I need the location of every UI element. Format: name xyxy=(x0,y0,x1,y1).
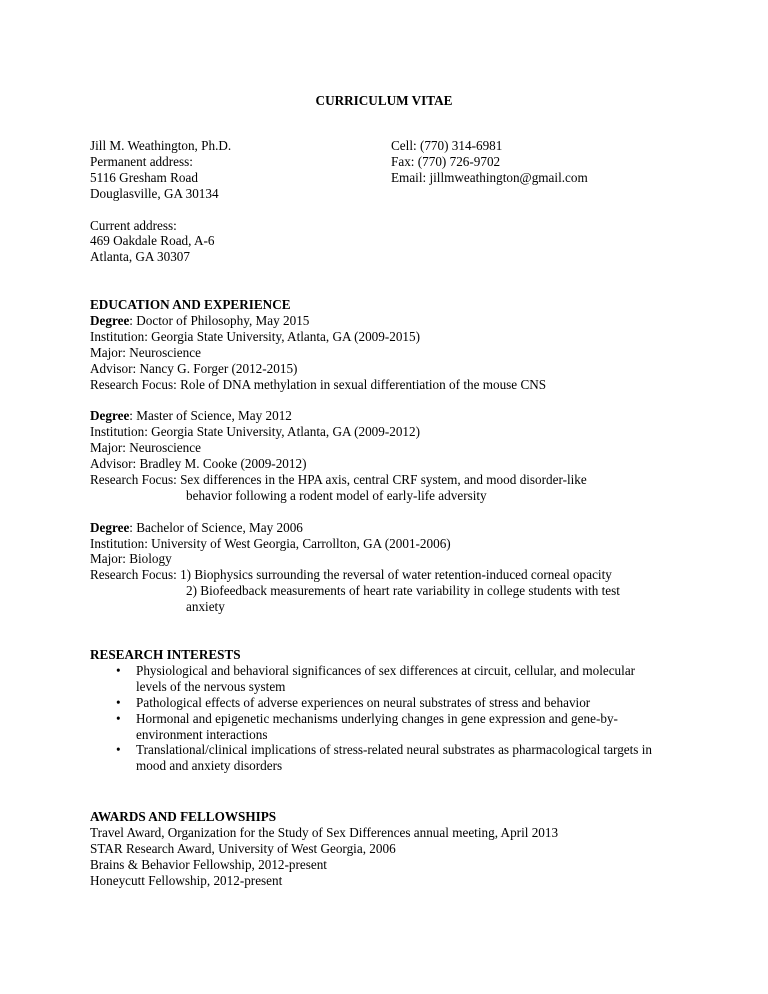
degree-research-focus: Research Focus: Role of DNA methylation in sexual differentiation of the mouse CNS xyxy=(90,376,547,392)
cell-phone: Cell: (770) 314-6981 xyxy=(391,138,503,153)
permanent-street: 5116 Gresham Road xyxy=(90,169,198,185)
degree-entry-phd xyxy=(90,313,690,393)
degree-institution: Institution: Georgia State University, Atlanta, GA (2009-2012) xyxy=(90,424,421,440)
list-item-text: environment interactions xyxy=(136,726,268,742)
permanent-city: Douglasville, GA 30134 xyxy=(90,185,219,201)
degree-research-focus-cont: 2) Biofeedback measurements of heart rate variability in college students with test xyxy=(186,583,620,599)
degree-title: : Doctor of Philosophy, May 2015 xyxy=(129,312,310,328)
degree-advisor: Advisor: Bradley M. Cooke (2009-2012) xyxy=(90,456,307,472)
degree-entry-ms xyxy=(90,408,690,503)
degree-entry-bs xyxy=(90,520,690,615)
degree-research-focus: Research Focus: 1) Biophysics surrounding the reversal of water retention-induced corneal opacity xyxy=(90,567,612,583)
list-item xyxy=(90,695,690,711)
list-item xyxy=(90,663,690,695)
list-item: STAR Research Award, University of West Georgia, 2006 xyxy=(90,840,396,856)
research-interests-list xyxy=(90,663,690,774)
degree-label: Degree xyxy=(90,312,130,328)
degree-major: Major: Neuroscience xyxy=(90,344,201,360)
list-item: Honeycutt Fellowship, 2012-present xyxy=(90,872,283,888)
email-address: Email: jillmweathington@gmail.com xyxy=(391,169,588,185)
degree-research-focus-cont: anxiety xyxy=(186,599,225,615)
degree-advisor: Advisor: Nancy G. Forger (2012-2015) xyxy=(90,360,298,376)
degree-research-focus: Research Focus: Sex differences in the HPA axis, central CRF system, and mood disorder-like xyxy=(90,471,587,487)
awards-heading: AWARDS AND FELLOWSHIPS xyxy=(90,809,277,824)
list-item-text: • Pathological effects of adverse experiences on neural substrates of stress and behavior xyxy=(136,694,591,710)
permanent-address-label: Permanent address: xyxy=(90,153,193,169)
document-title: CURRICULUM VITAE xyxy=(315,93,453,108)
research-interests-heading: RESEARCH INTERESTS xyxy=(90,647,241,662)
degree-label: Degree xyxy=(90,408,130,424)
degree-institution: Institution: University of West Georgia, Carrollton, GA (2001-2006) xyxy=(90,535,451,551)
current-address-label: Current address: xyxy=(90,217,177,233)
applicant-name: Jill M. Weathington, Ph.D. xyxy=(90,138,232,153)
education-section xyxy=(90,297,690,615)
list-item: Brains & Behavior Fellowship, 2012-present xyxy=(90,856,327,872)
list-item-text: • Physiological and behavioral significances of sex differences at circuit, cellular, and molecular xyxy=(136,662,636,678)
list-item: Travel Award, Organization for the Study of Sex Differences annual meeting, April 2013 xyxy=(90,824,559,840)
contact-block xyxy=(391,138,588,186)
research-interests-section xyxy=(90,647,690,774)
address-block xyxy=(90,138,690,265)
degree-major: Major: Neuroscience xyxy=(90,440,201,456)
list-item xyxy=(90,711,690,743)
degree-institution: Institution: Georgia State University, Atlanta, GA (2009-2015) xyxy=(90,328,421,344)
degree-title: : Master of Science, May 2012 xyxy=(129,408,292,424)
degree-major: Major: Biology xyxy=(90,551,172,567)
degree-research-focus-cont: behavior following a rodent model of early-life adversity xyxy=(186,487,487,503)
current-city: Atlanta, GA 30307 xyxy=(90,249,190,265)
list-item-text: mood and anxiety disorders xyxy=(136,758,283,774)
list-item-text: levels of the nervous system xyxy=(136,678,286,694)
fax-number: Fax: (770) 726-9702 xyxy=(391,153,501,169)
education-heading: EDUCATION AND EXPERIENCE xyxy=(90,297,291,312)
degree-label: Degree xyxy=(90,519,130,535)
list-item-text: • Translational/clinical implications of stress-related neural substrates as pharmacological targets in xyxy=(136,742,652,758)
awards-section xyxy=(90,809,690,889)
current-street: 469 Oakdale Road, A-6 xyxy=(90,233,215,249)
list-item-text: • Hormonal and epigenetic mechanisms underlying changes in gene expression and gene-by- xyxy=(136,710,618,726)
list-item xyxy=(90,742,690,774)
degree-title: : Bachelor of Science, May 2006 xyxy=(129,519,303,535)
